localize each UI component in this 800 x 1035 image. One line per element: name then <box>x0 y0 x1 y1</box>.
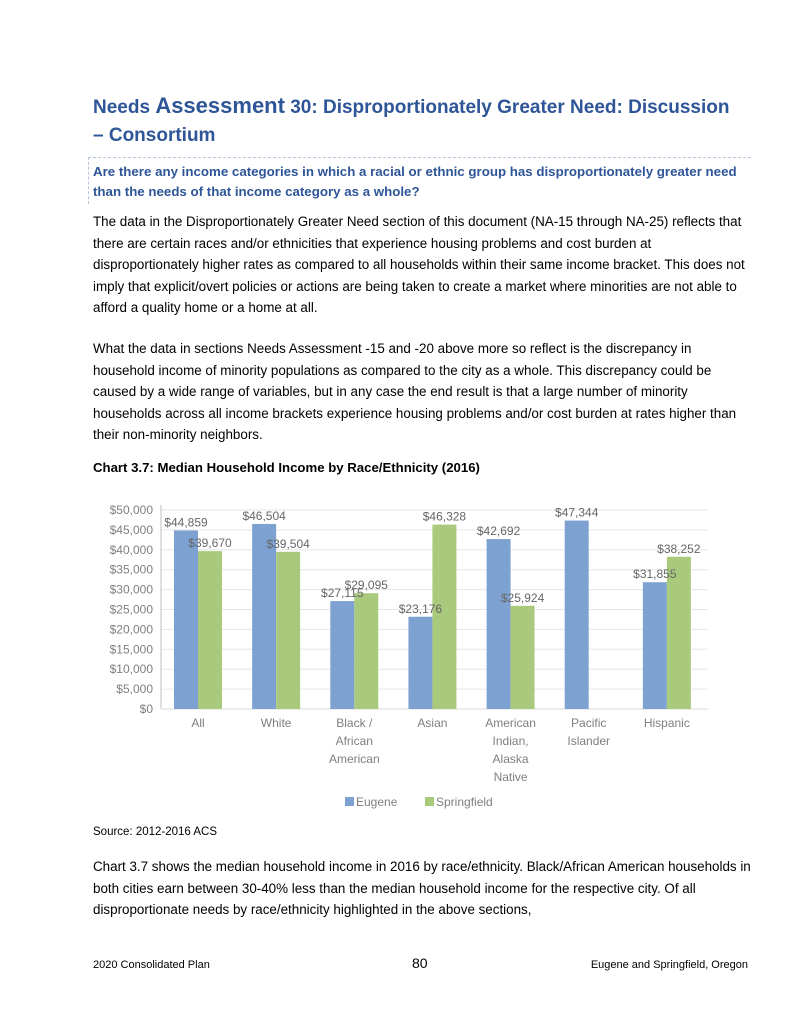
data-label-eugene: $42,692 <box>476 524 521 539</box>
paragraph-2: What the data in sections Needs Assessment -15 and -20 above more so reflect is the discrepancy in household income of minority populations as compared to the city as a whole. This discrepancy could be caused by a wide range of variables, but in any case the end result is that a large number of minority households across all income brackets experience housing problems and/or cost burden at rates higher than their non-minority neighbors. <box>93 341 737 442</box>
y-tick-label: $30,000 <box>109 582 153 597</box>
data-label-eugene: $27,115 <box>321 586 364 601</box>
bar-springfield-4 <box>511 606 535 709</box>
y-tick-label: $25,000 <box>109 602 153 617</box>
chart-title: Chart 3.7: Median Household Income by Race/Ethnicity (2016) <box>93 460 480 475</box>
page-heading <box>93 92 733 150</box>
category-label: Black / <box>336 716 373 730</box>
y-tick-label: $20,000 <box>109 622 153 637</box>
y-tick-label: $0 <box>139 702 153 716</box>
data-label-eugene: $31,855 <box>633 567 677 582</box>
y-tick-label: $5,000 <box>116 682 153 697</box>
chart-container <box>93 490 713 820</box>
y-tick-label: $10,000 <box>109 662 153 677</box>
category-label: Hispanic <box>643 716 690 730</box>
data-label-eugene: $46,504 <box>242 508 286 523</box>
category-label: Pacific <box>571 716 607 730</box>
category-label: Native <box>493 770 528 784</box>
heading-rest: 30: Disproportionately Greater Need: Discussion – Consortium <box>93 97 730 146</box>
heading-prefix: Needs <box>93 97 156 118</box>
footer-jurisdiction: Eugene and Springfield, Oregon <box>590 959 748 971</box>
paragraph-3: Chart 3.7 shows the median household income in 2016 by race/ethnicity. Black/African American households in both cities earn between 30-40% less than the median household income for the respective city. Of all disproportionate needs by race/ethnicity highlighted in the above sections, <box>93 859 751 917</box>
bar-eugene-1 <box>252 524 276 709</box>
category-label: Islander <box>567 734 611 748</box>
category-label: Alaska <box>492 752 529 766</box>
category-label: American <box>485 716 536 730</box>
data-label-eugene: $47,344 <box>555 505 599 520</box>
footer-page-number: 80 <box>412 955 428 971</box>
category-label: Asian <box>417 716 448 730</box>
y-tick-label: $40,000 <box>109 542 153 557</box>
bar-springfield-2 <box>354 593 378 709</box>
category-label: White <box>260 716 292 730</box>
footer-plan-title: 2020 Consolidated Plan <box>93 959 210 971</box>
data-label-springfield: $39,670 <box>188 536 232 551</box>
data-label-eugene: $44,859 <box>164 515 208 530</box>
bar-eugene-2 <box>330 601 354 709</box>
data-label-springfield: $46,328 <box>422 509 467 524</box>
bar-springfield-0 <box>198 551 222 709</box>
bar-eugene-6 <box>643 582 667 709</box>
data-label-springfield: $39,504 <box>266 536 310 551</box>
y-tick-label: $15,000 <box>109 642 153 657</box>
legend-label-eugene: Eugene <box>356 795 398 809</box>
question-text: Are there any income categories in which a racial or ethnic group has disproportionately greater need than the needs of that income category as a whole? <box>93 164 737 199</box>
y-tick-label: $45,000 <box>109 522 153 537</box>
legend-swatch-springfield <box>425 797 434 806</box>
income-bar-chart <box>93 490 713 820</box>
category-label: All <box>191 716 205 730</box>
category-label: American <box>328 752 380 766</box>
heading-emphasis: Assessment <box>155 93 285 118</box>
data-label-eugene: $23,176 <box>398 601 443 616</box>
y-tick-label: $50,000 <box>109 503 153 517</box>
bar-eugene-0 <box>174 530 198 709</box>
bar-springfield-3 <box>432 525 456 709</box>
category-label: Indian, <box>492 734 529 748</box>
bar-springfield-1 <box>276 552 300 709</box>
bar-eugene-5 <box>565 521 589 709</box>
legend-swatch-eugene <box>345 797 354 806</box>
category-label: African <box>335 734 373 748</box>
data-label-springfield: $25,924 <box>500 590 545 605</box>
y-tick-label: $35,000 <box>109 562 153 577</box>
source-note: Source: 2012-2016 ACS <box>93 826 218 838</box>
bar-eugene-3 <box>408 617 432 709</box>
legend-label-springfield: Springfield <box>436 795 493 809</box>
data-label-springfield: $38,252 <box>657 541 701 556</box>
bar-eugene-4 <box>487 539 511 709</box>
data-label-springfield: $29,095 <box>344 578 388 593</box>
paragraph-1: The data in the Disproportionately Greater Need section of this document (NA-15 through NA-25) reflects that there are certain races and/or ethnicities that experience housing problems and cost burden at disproportionately higher rates as compared to all households within their same income bracket. This does not imply that explicit/overt policies or actions are being taken to create a market where minorities are not able to afford a quality home or a home at all. <box>93 214 745 315</box>
